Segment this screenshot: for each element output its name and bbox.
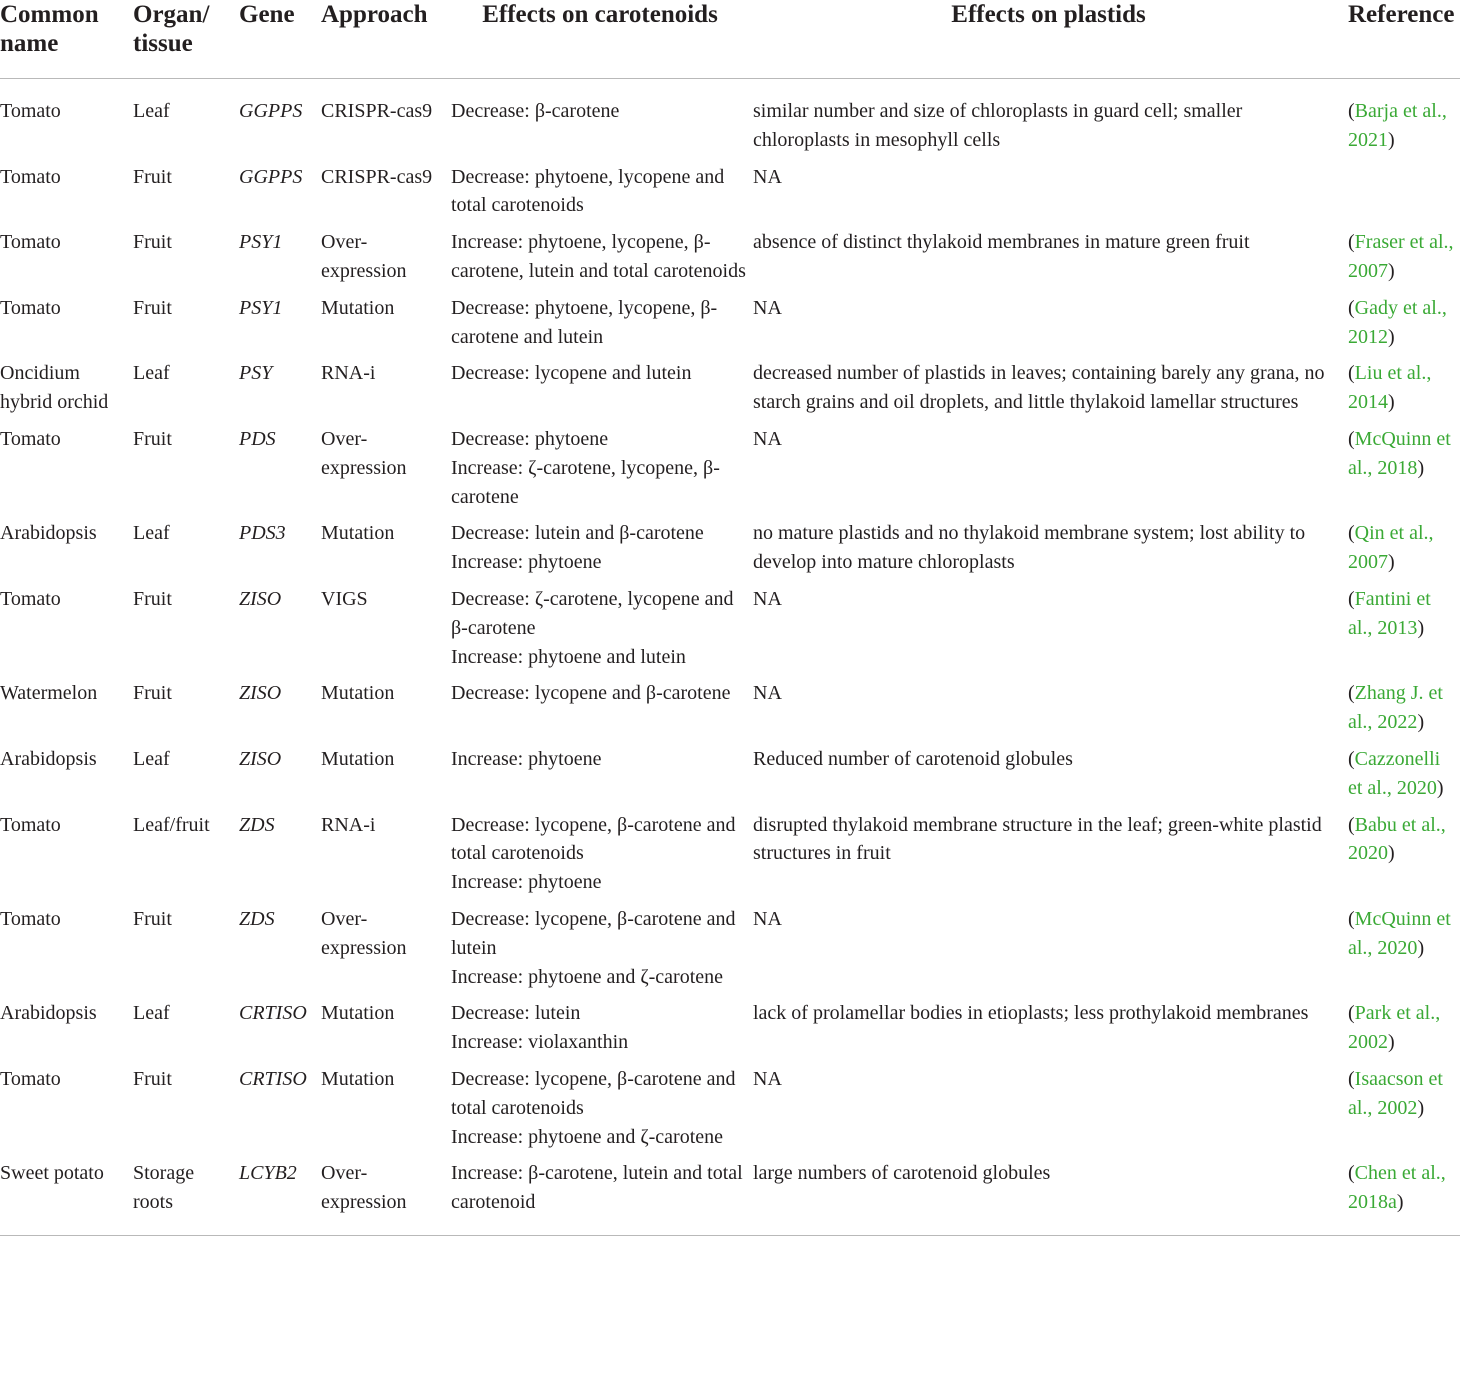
plastid-effects-cell: Reduced number of carotenoid globules xyxy=(753,747,1073,770)
table-row xyxy=(0,163,1460,229)
reference-link[interactable]: Park et al., 2002 xyxy=(1348,1002,1441,1054)
carotenoid-effects-cell xyxy=(451,745,753,811)
carotenoid-effects-cell xyxy=(451,228,753,294)
plastid-effects-cell: no mature plastids and no thylakoid membrane system; lost ability to develop into mature chloroplasts xyxy=(753,522,1306,574)
reference-cell: (Park et al., 2002) xyxy=(1348,1002,1441,1054)
header-common-name: Common name xyxy=(0,0,133,79)
plastid-effects-cell: decreased number of plastids in leaves; containing barely any grana, no starch grains and oil droplets, and little thylakoid lamellar structures xyxy=(753,362,1325,414)
gene-cell: CRTISO xyxy=(239,1067,307,1090)
carotenoid-effect-line: Decrease: lycopene and lutein xyxy=(451,362,692,385)
carotenoid-effects-cell xyxy=(451,79,753,163)
table-row xyxy=(0,999,1460,1065)
common-name-cell: Watermelon xyxy=(0,682,98,705)
table-row xyxy=(0,811,1460,905)
carotenoid-effect-line: Decrease: phytoene, lycopene and total carotenoids xyxy=(451,165,725,217)
approach-cell: RNA-i xyxy=(321,362,376,385)
table-row xyxy=(0,228,1460,294)
header-approach: Approach xyxy=(321,0,451,79)
gene-cell: LCYB2 xyxy=(239,1159,321,1235)
carotenoid-effects-cell xyxy=(451,1065,753,1159)
carotenoid-effects-cell xyxy=(451,905,753,999)
reference-link[interactable]: Cazzonelli et al., 2020 xyxy=(1348,747,1441,799)
organ-cell: Fruit xyxy=(133,587,172,610)
reference-cell: (Qin et al., 2007) xyxy=(1348,522,1434,574)
common-name-cell: Tomato xyxy=(0,296,61,319)
reference-link[interactable]: Fraser et al., 2007 xyxy=(1348,231,1454,282)
reference-link[interactable]: Babu et al., 2020 xyxy=(1348,813,1446,865)
carotenoid-effect-line: Decrease: lutein xyxy=(451,1002,581,1025)
common-name-cell: Tomato xyxy=(0,165,61,188)
reference-cell: (Babu et al., 2020) xyxy=(1348,813,1446,865)
plastid-effects-cell: NA xyxy=(753,1067,782,1090)
organ-cell: Storage roots xyxy=(133,1159,239,1235)
organ-cell: Leaf xyxy=(133,100,170,122)
gene-cell: ZDS xyxy=(239,907,275,930)
approach-cell: Mutation xyxy=(321,1002,395,1025)
table-row xyxy=(0,79,1460,163)
organ-cell: Leaf xyxy=(133,522,170,545)
common-name-cell: Arabidopsis xyxy=(0,522,97,545)
reference-cell: (Chen et al., 2018a) xyxy=(1348,1159,1460,1235)
approach-cell: Over-expression xyxy=(321,1159,451,1235)
reference-cell: (Cazzonelli et al., 2020) xyxy=(1348,747,1444,799)
common-name-cell: Oncidium hybrid orchid xyxy=(0,362,109,414)
carotenoid-effect-line: Decrease: lycopene and β-carotene xyxy=(451,682,731,705)
approach-cell: Over-expression xyxy=(321,231,407,282)
header-organ-tissue: Organ/ tissue xyxy=(133,0,239,79)
common-name-cell: Arabidopsis xyxy=(0,1002,97,1025)
carotenoid-effect-line: Increase: β-carotene, lutein and total carotenoid xyxy=(451,1162,743,1214)
reference-link[interactable]: Liu et al., 2014 xyxy=(1348,362,1432,414)
organ-cell: Fruit xyxy=(133,907,172,930)
carotenoid-effect-line: Increase: phytoene, lycopene, β-carotene, lutein and total carotenoids xyxy=(451,231,746,282)
carotenoid-effect-line: Decrease: phytoene xyxy=(451,427,609,450)
common-name-cell: Tomato xyxy=(0,231,61,254)
plastid-effects-cell: similar number and size of chloroplasts in guard cell; smaller chloroplasts in mesophyll cells xyxy=(753,100,1243,151)
approach-cell: CRISPR-cas9 xyxy=(321,100,433,122)
carotenoid-effect-line: Increase: phytoene and ζ-carotene xyxy=(451,965,724,988)
table-row xyxy=(0,359,1460,425)
header-row xyxy=(0,0,1460,79)
table-body xyxy=(0,79,1460,1236)
table-row xyxy=(0,1065,1460,1159)
carotenoid-effect-line: Decrease: lutein and β-carotene xyxy=(451,522,704,545)
reference-cell: (McQuinn et al., 2018) xyxy=(1348,427,1451,479)
header-reference: Reference xyxy=(1348,0,1460,79)
approach-cell: Mutation xyxy=(321,1067,395,1090)
table-row xyxy=(0,905,1460,999)
approach-cell: Mutation xyxy=(321,296,395,319)
carotenoid-effect-line: Decrease: phytoene, lycopene, β-carotene and lutein xyxy=(451,296,718,348)
table-row xyxy=(0,519,1460,585)
gene-cell: PDS xyxy=(239,427,276,450)
plastid-effects-cell: large numbers of carotenoid globules xyxy=(753,1159,1348,1235)
carotenoid-effects-cell xyxy=(451,294,753,360)
carotenoid-effect-line: Increase: ζ-carotene, lycopene, β-carotene xyxy=(451,456,720,508)
approach-cell: Over-expression xyxy=(321,427,407,479)
carotenoid-effect-line: Decrease: lycopene, β-carotene and total carotenoids xyxy=(451,813,736,865)
reference-link[interactable]: McQuinn et al., 2018 xyxy=(1348,427,1451,479)
plastid-effects-cell: disrupted thylakoid membrane structure in the leaf; green-white plastid structures in fruit xyxy=(753,813,1322,865)
reference-cell: (McQuinn et al., 2020) xyxy=(1348,907,1451,959)
carotenoid-effect-line: Decrease: β-carotene xyxy=(451,100,620,122)
table-row xyxy=(0,425,1460,519)
plastid-effects-cell: NA xyxy=(753,907,782,930)
carotenoid-effects-cell xyxy=(451,359,753,425)
plastid-effects-cell: lack of prolamellar bodies in etioplasts; less prothylakoid membranes xyxy=(753,1002,1309,1025)
approach-cell: Mutation xyxy=(321,522,395,545)
gene-cell: PSY xyxy=(239,362,273,385)
reference-link[interactable]: Zhang J. et al., 2022 xyxy=(1348,682,1443,734)
common-name-cell: Tomato xyxy=(0,907,61,930)
organ-cell: Fruit xyxy=(133,231,172,254)
table-row xyxy=(0,294,1460,360)
reference-cell: (Fantini et al., 2013) xyxy=(1348,587,1431,639)
carotenoid-effects-cell xyxy=(451,425,753,519)
carotenoid-effect-line: Decrease: lycopene, β-carotene and lutein xyxy=(451,907,736,959)
organ-cell: Leaf xyxy=(133,362,170,385)
carotenoid-effects-cell xyxy=(451,811,753,905)
plastid-effects-cell: NA xyxy=(753,296,782,319)
approach-cell: Mutation xyxy=(321,747,395,770)
common-name-cell: Sweet potato xyxy=(0,1159,133,1235)
organ-cell: Fruit xyxy=(133,1067,172,1090)
carotenoid-effect-line: Increase: phytoene and ζ-carotene xyxy=(451,1125,724,1148)
gene-cell: ZISO xyxy=(239,682,282,705)
organ-cell: Fruit xyxy=(133,427,172,450)
plastid-effects-cell: NA xyxy=(753,587,782,610)
reference-cell xyxy=(1348,163,1460,229)
carotenoid-effect-line: Increase: phytoene xyxy=(451,871,602,894)
carotenoid-effect-line: Increase: phytoene and lutein xyxy=(451,645,686,668)
carotenoid-effect-line: Increase: phytoene xyxy=(451,551,602,574)
reference-link[interactable]: Qin et al., 2007 xyxy=(1348,522,1434,574)
reference-link[interactable]: Barja et al., 2021 xyxy=(1348,100,1447,151)
carotenoid-effect-line: Increase: violaxanthin xyxy=(451,1031,629,1054)
common-name-cell: Arabidopsis xyxy=(0,747,97,770)
common-name-cell: Tomato xyxy=(0,813,61,836)
plastid-effects-cell: NA xyxy=(753,165,782,188)
gene-cell: GGPPS xyxy=(239,165,303,188)
carotenoid-effect-line: Increase: phytoene xyxy=(451,747,602,770)
common-name-cell: Tomato xyxy=(0,100,61,122)
organ-cell: Leaf/fruit xyxy=(133,813,210,836)
approach-cell: VIGS xyxy=(321,587,368,610)
reference-link[interactable]: Isaacson et al., 2002 xyxy=(1348,1067,1443,1119)
table-row xyxy=(0,585,1460,679)
reference-cell: (Barja et al., 2021) xyxy=(1348,100,1447,151)
organ-cell: Fruit xyxy=(133,165,172,188)
carotenoid-effects-cell xyxy=(451,585,753,679)
reference-cell: (Gady et al., 2012) xyxy=(1348,296,1447,348)
organ-cell: Leaf xyxy=(133,1002,170,1025)
carotenoid-effects-cell xyxy=(451,163,753,229)
reference-link[interactable]: Chen et al., 2018a xyxy=(1348,1162,1446,1214)
carotenoid-effects-cell xyxy=(451,1159,753,1235)
carotenoid-effect-line: β-carotene xyxy=(451,616,536,639)
approach-cell: Mutation xyxy=(321,682,395,705)
header-effects-carotenoids: Effects on carotenoids xyxy=(451,0,753,79)
reference-link[interactable]: McQuinn et al., 2020 xyxy=(1348,907,1451,959)
table-row xyxy=(0,1159,1460,1235)
table-row xyxy=(0,679,1460,745)
organ-cell: Leaf xyxy=(133,747,170,770)
plastid-effects-cell: absence of distinct thylakoid membranes in mature green fruit xyxy=(753,231,1250,254)
carotenoid-effect-line: Decrease: lycopene, β-carotene and total carotenoids xyxy=(451,1067,736,1119)
carotenoid-effect-line: Decrease: ζ-carotene, lycopene and xyxy=(451,587,734,610)
common-name-cell: Tomato xyxy=(0,1067,61,1090)
carotenoid-effects-cell xyxy=(451,999,753,1065)
approach-cell: CRISPR-cas9 xyxy=(321,165,433,188)
reference-link[interactable]: Fantini et al., 2013 xyxy=(1348,587,1431,639)
gene-cell: ZISO xyxy=(239,587,282,610)
reference-cell: (Fraser et al., 2007) xyxy=(1348,231,1454,282)
carotenoid-effects-cell xyxy=(451,519,753,585)
gene-cell: PDS3 xyxy=(239,522,286,545)
gene-cell: PSY1 xyxy=(239,296,283,319)
gene-cell: CRTISO xyxy=(239,1002,307,1025)
table-row xyxy=(0,745,1460,811)
carotenoid-effects-cell xyxy=(451,679,753,745)
approach-cell: RNA-i xyxy=(321,813,376,836)
reference-cell: (Zhang J. et al., 2022) xyxy=(1348,682,1443,734)
reference-link[interactable]: Gady et al., 2012 xyxy=(1348,296,1447,348)
reference-cell: (Liu et al., 2014) xyxy=(1348,362,1432,414)
header-gene: Gene xyxy=(239,0,321,79)
gene-cell: ZDS xyxy=(239,813,275,836)
common-name-cell: Tomato xyxy=(0,427,61,450)
plastid-effects-cell: NA xyxy=(753,682,782,705)
reference-cell: (Isaacson et al., 2002) xyxy=(1348,1067,1443,1119)
organ-cell: Fruit xyxy=(133,296,172,319)
gene-cell: GGPPS xyxy=(239,100,303,122)
gene-cell: ZISO xyxy=(239,747,282,770)
plastid-effects-cell: NA xyxy=(753,427,782,450)
approach-cell: Over-expression xyxy=(321,907,407,959)
common-name-cell: Tomato xyxy=(0,587,61,610)
gene-cell: PSY1 xyxy=(239,231,283,254)
organ-cell: Fruit xyxy=(133,682,172,705)
header-effects-plastids: Effects on plastids xyxy=(753,0,1348,79)
